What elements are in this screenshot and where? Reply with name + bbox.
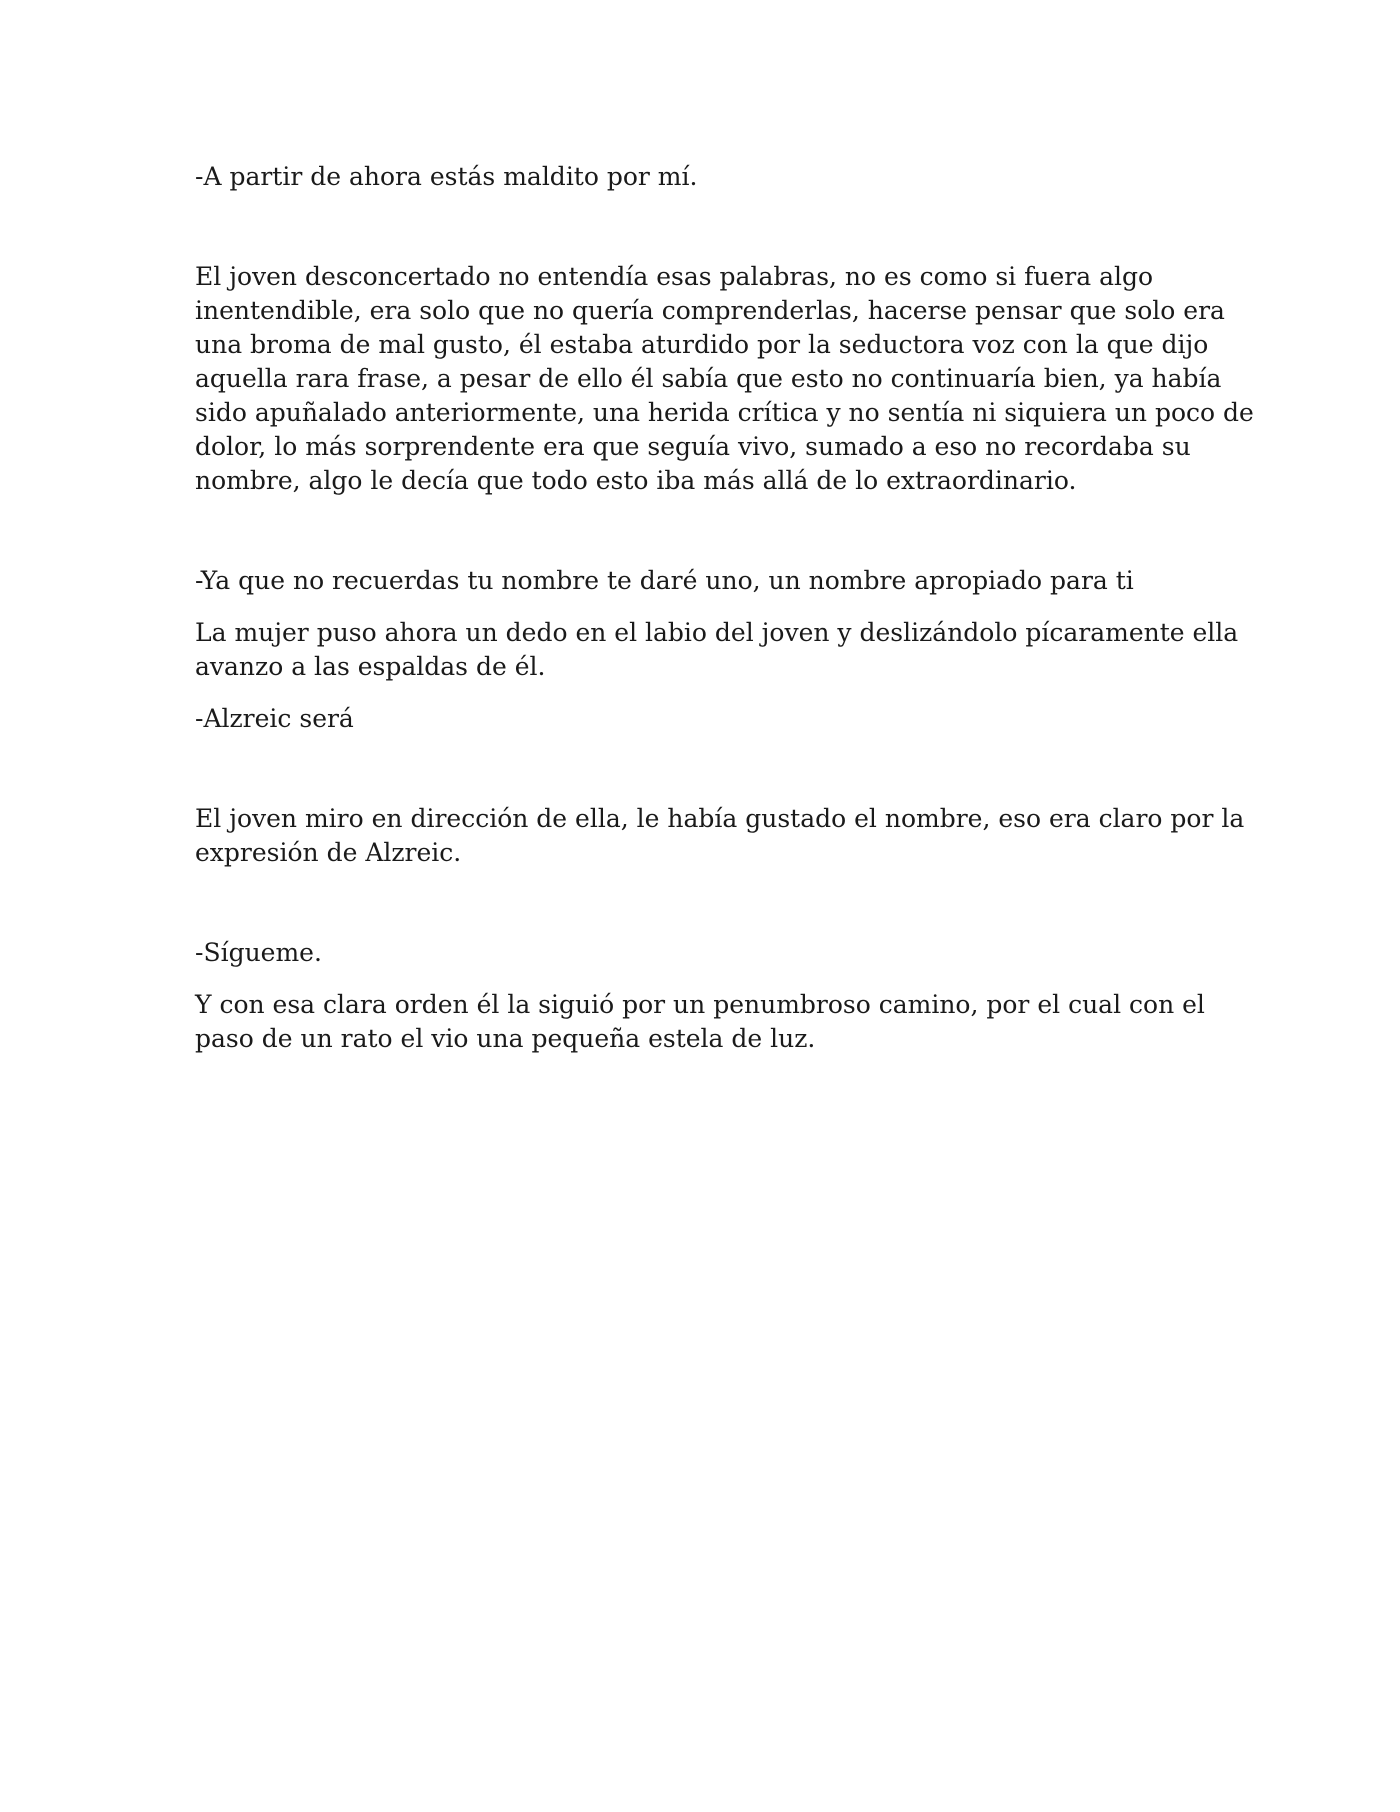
text-line: Y con esa clara orden él la siguió por un penumbroso camino, por el cual con el — [195, 990, 1205, 1019]
text-line: una broma de mal gusto, él estaba aturdido por la seductora voz con la que dijo — [195, 330, 1209, 359]
text-line: sido apuñalado anteriormente, una herida crítica y no sentía ni siquiera un poco de — [195, 398, 1254, 427]
paragraph-young-man-confused — [195, 260, 1254, 498]
text-line: La mujer puso ahora un dedo en el labio del joven y deslizándolo pícaramente ella — [195, 618, 1239, 647]
paragraph-give-name — [195, 564, 1235, 598]
text-line: aquella rara frase, a pesar de ello él sabía que esto no continuaría bien, ya había — [195, 364, 1222, 393]
paragraph-curse-line — [195, 160, 1235, 194]
text-line: expresión de Alzreic. — [195, 838, 462, 867]
text-line: El joven desconcertado no entendía esas palabras, no es como si fuera algo — [195, 262, 1154, 291]
text-line: -Ya que no recuerdas tu nombre te daré uno, un nombre apropiado para ti — [195, 566, 1134, 595]
paragraph-dark-path — [195, 988, 1235, 1056]
text-line: -Alzreic será — [195, 704, 354, 733]
text-line: dolor, lo más sorprendente era que seguía vivo, sumado a eso no recordaba su — [195, 432, 1191, 461]
paragraph-name-alzreic — [195, 702, 1235, 736]
text-line: nombre, algo le decía que todo esto iba más allá de lo extraordinario. — [195, 466, 1077, 495]
paragraph-follow-me — [195, 936, 1235, 970]
paragraph-woman-finger — [195, 616, 1239, 684]
text-line: paso de un rato el vio una pequeña estela de luz. — [195, 1024, 816, 1053]
text-line: -Sígueme. — [195, 938, 322, 967]
text-line: avanzo a las espaldas de él. — [195, 652, 546, 681]
text-line: inentendible, era solo que no quería comprenderlas, hacerse pensar que solo era — [195, 296, 1225, 325]
text-line: El joven miro en dirección de ella, le había gustado el nombre, eso era claro por la — [195, 804, 1245, 833]
paragraph-liked-name — [195, 802, 1245, 870]
text-line: -A partir de ahora estás maldito por mí. — [195, 162, 698, 191]
document-body — [195, 160, 1254, 1056]
